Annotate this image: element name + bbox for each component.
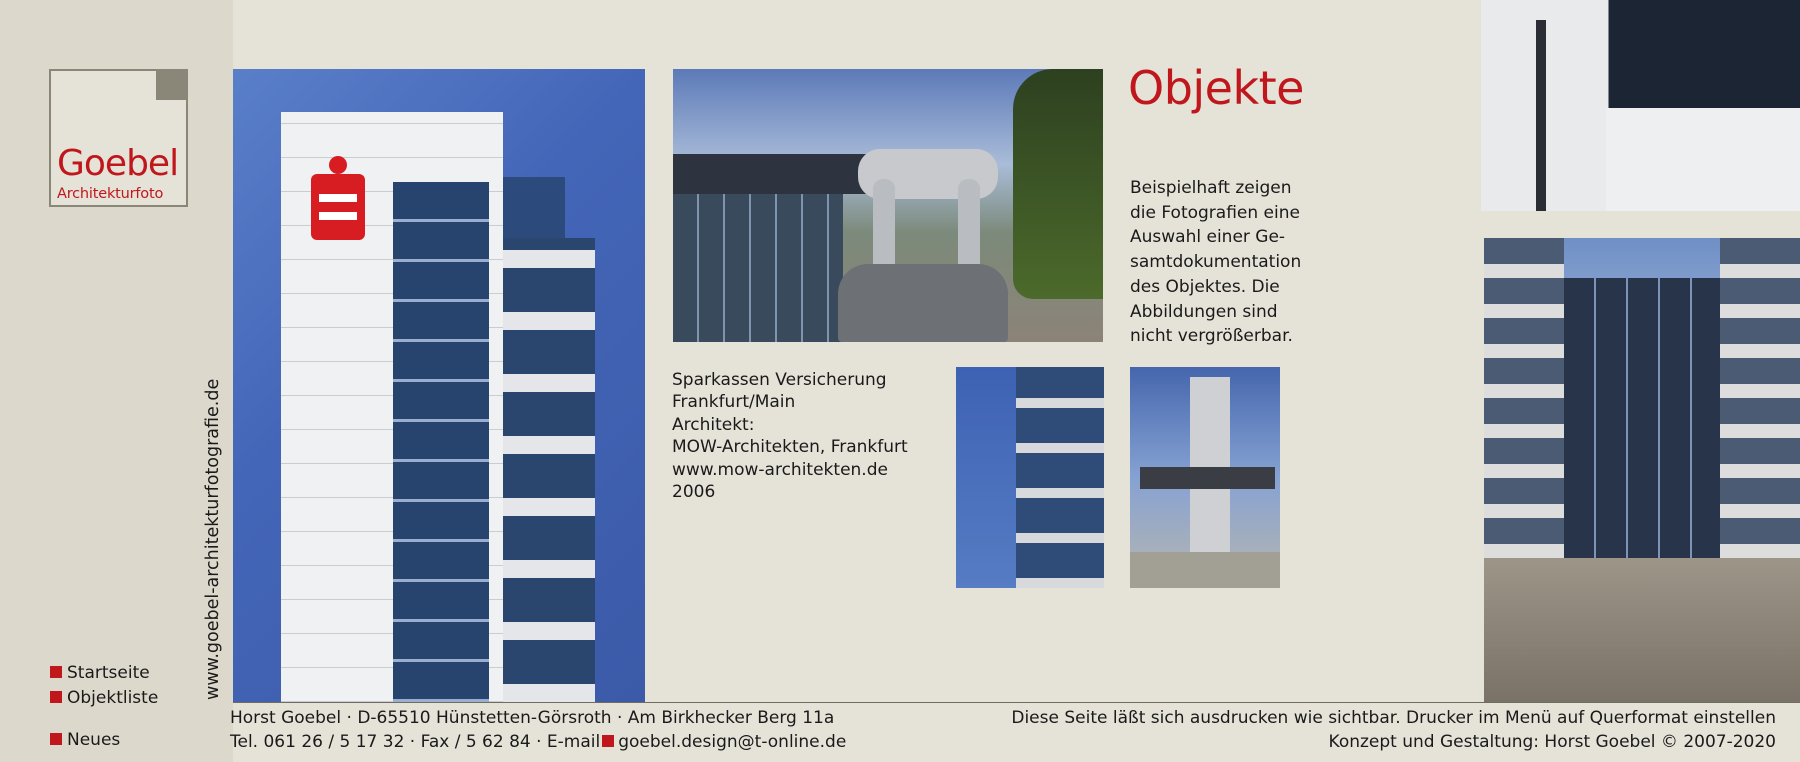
courtyard-photo: [1484, 238, 1800, 702]
facade-detail-photo: [1481, 0, 1800, 211]
description-line: nicht vergrößerbar.: [1130, 326, 1293, 347]
right-wing: [1720, 238, 1800, 558]
facade-panel: [1606, 108, 1800, 211]
logo-corner-square: [156, 69, 188, 100]
footer-phone-email: [230, 730, 846, 754]
nav-item-label: Objektliste: [67, 688, 159, 708]
facade-corner-photo: [956, 367, 1104, 588]
page-title: Objekte: [1128, 61, 1304, 115]
nav-item-label: Neues: [67, 730, 121, 750]
project-info: [672, 369, 908, 503]
description-text: [1130, 176, 1340, 349]
pillar: [1536, 20, 1546, 211]
footer-address: Horst Goebel · D-65510 Hünstetten-Görsroth · Am Birkhecker Berg 11a: [230, 708, 835, 728]
project-info-line: Architekt:: [672, 414, 755, 435]
print-hint: Diese Seite läßt sich ausdrucken wie sichtbar. Drucker im Menü auf Querformat einstellen: [1011, 708, 1776, 728]
email-link[interactable]: goebel.design@t-online.de: [618, 732, 847, 752]
project-info-line: Sparkassen Versicherung: [672, 370, 887, 390]
tower-right-wing: [503, 238, 595, 702]
footer-info: [1011, 706, 1776, 754]
logo-subtitle: Architekturfoto: [57, 186, 164, 202]
description-line: die Fotografien eine: [1130, 202, 1300, 223]
glass-facade: [673, 189, 843, 342]
goebel-logo[interactable]: [49, 69, 188, 207]
bullet-square-icon: [50, 691, 62, 703]
nav-item-label: Startseite: [67, 663, 150, 683]
glass-atrium: [1564, 278, 1720, 568]
entrance-canopy: [1140, 467, 1275, 489]
bullet-square-icon: [50, 733, 62, 745]
footer-contact: [230, 706, 846, 754]
description-line: samtdokumentation: [1130, 252, 1302, 273]
footer-phone-fax: Tel. 061 26 / 5 17 32 · Fax / 5 62 84 · E-mail: [230, 732, 601, 752]
nav-item-neues[interactable]: [50, 730, 120, 750]
footer-divider: [233, 702, 1800, 703]
tower-top-glass: [503, 177, 565, 241]
courtyard-floor: [1484, 558, 1800, 702]
project-info-line: www.mow-architekten.de: [672, 459, 888, 480]
sparkasse-logo-icon: [311, 174, 365, 240]
nav-item-objektliste[interactable]: [50, 688, 158, 708]
bullet-square-icon: [602, 735, 614, 747]
horse-sculpture-photo: [673, 69, 1103, 342]
project-info-line: MOW-Architekten, Frankfurt: [672, 437, 908, 458]
description-line: des Objektes. Die: [1130, 276, 1280, 297]
main-building-photo: [233, 69, 645, 702]
bullet-square-icon: [50, 666, 62, 678]
sculpture-pedestal: [838, 264, 1008, 342]
website-url-vertical: www.goebel-architekturfotografie.de: [203, 378, 223, 700]
nav-item-startseite[interactable]: [50, 663, 150, 683]
sidebar: [0, 0, 233, 762]
credits: Konzept und Gestaltung: Horst Goebel © 2007-2020: [1328, 732, 1776, 752]
trees: [1013, 69, 1103, 299]
ground: [1130, 552, 1280, 588]
logo-name: Goebel: [57, 143, 179, 184]
description-line: Beispielhaft zeigen: [1130, 178, 1292, 198]
sky: [956, 367, 1016, 588]
project-info-line: Frankfurt/Main: [672, 392, 796, 413]
project-info-line: 2006: [672, 482, 716, 503]
left-wing: [1484, 238, 1564, 558]
tower-entrance-photo: [1130, 367, 1280, 588]
description-line: Auswahl einer Ge-: [1130, 227, 1286, 248]
tower-glass-strip: [393, 182, 489, 702]
description-line: Abbildungen sind: [1130, 301, 1278, 322]
